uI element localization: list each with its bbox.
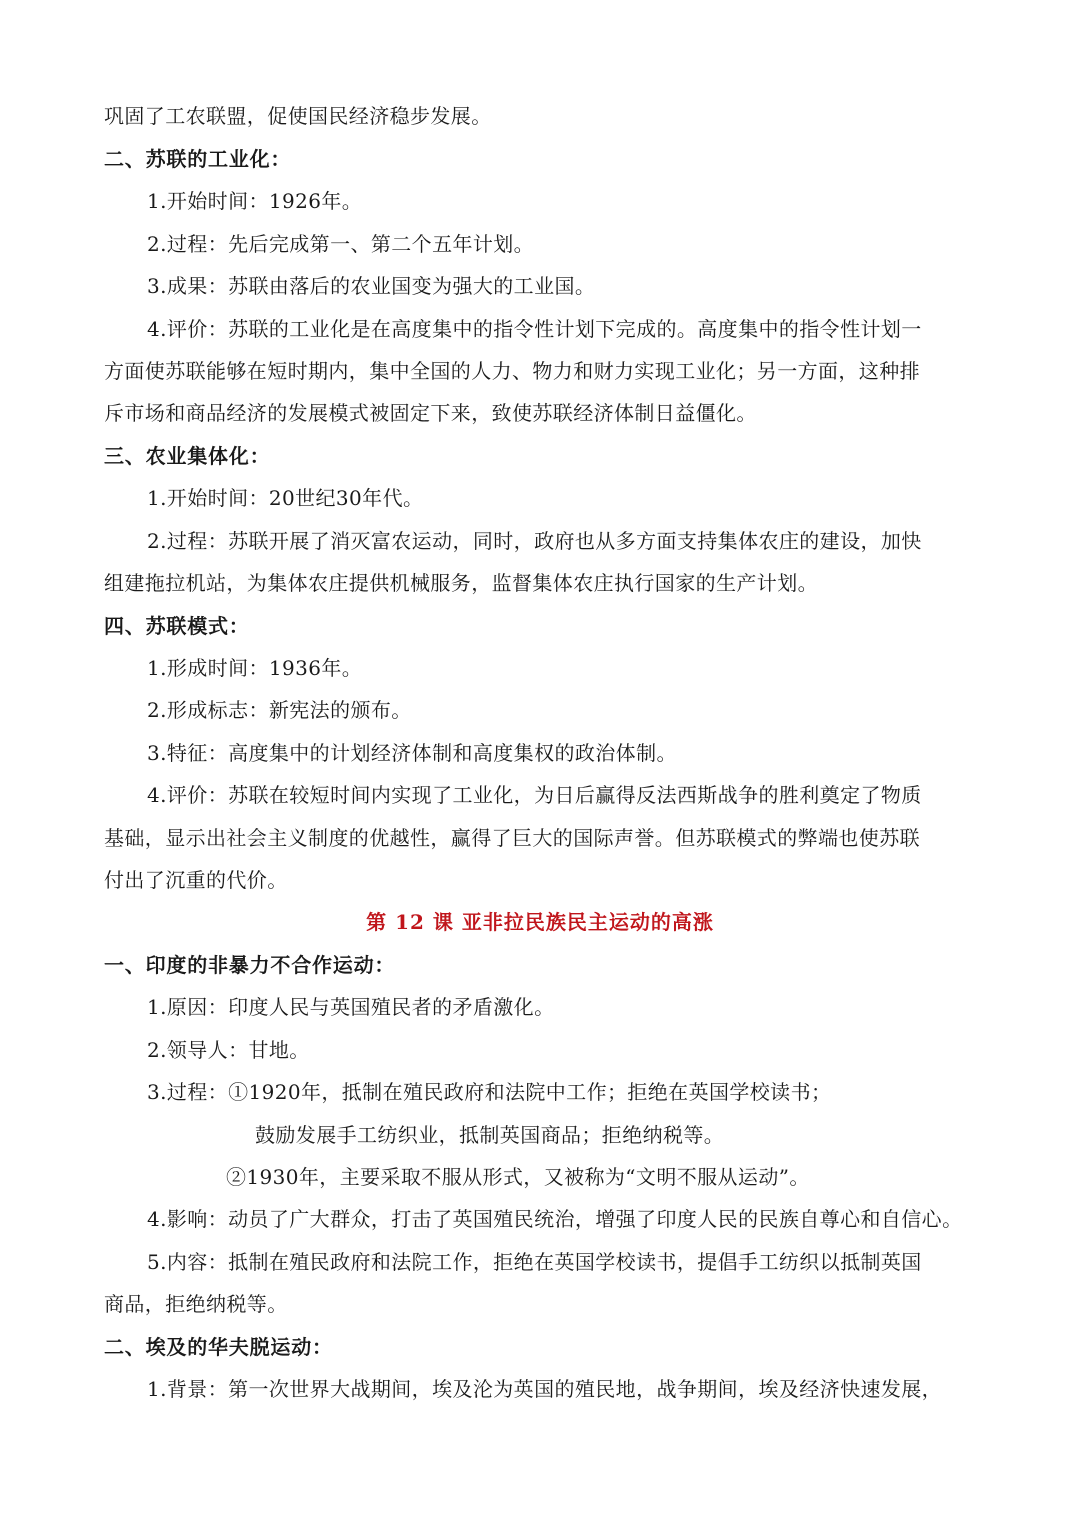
paragraph-line: 方面使苏联能够在短时期内，集中全国的人力、物力和财力实现工业化；另一方面，这种排 [104, 359, 920, 383]
paragraph-line: 基础，显示出社会主义制度的优越性，赢得了巨大的国际声誉。但苏联模式的弊端也使苏联 [104, 826, 920, 850]
paragraph-line: 2.领导人：甘地。 [147, 1038, 310, 1062]
paragraph-line: 鼓励发展手工纺织业，抵制英国商品；拒绝纳税等。 [255, 1123, 725, 1147]
paragraph-line: 4.评价：苏联在较短时间内实现了工业化，为日后赢得反法西斯战争的胜利奠定了物质 [147, 783, 922, 807]
paragraph-line: ②1930年，主要采取不服从形式，又被称为“文明不服从运动”。 [226, 1165, 810, 1189]
paragraph-line: 3.特征：高度集中的计划经济体制和高度集权的政治体制。 [147, 741, 677, 765]
section-heading-egypt: 二、埃及的华夫脱运动： [104, 1335, 333, 1359]
section-heading-india: 一、印度的非暴力不合作运动： [104, 953, 396, 977]
paragraph-line: 1.形成时间：1936年。 [147, 656, 363, 680]
paragraph-line: 2.过程：苏联开展了消灭富农运动，同时，政府也从多方面支持集体农庄的建设，加快 [147, 529, 922, 553]
paragraph-line: 2.过程：先后完成第一、第二个五年计划。 [147, 232, 535, 256]
paragraph-line: 4.影响：动员了广大群众，打击了英国殖民统治，增强了印度人民的民族自尊心和自信心。 [147, 1207, 963, 1231]
paragraph-line: 3.过程：①1920年，抵制在殖民政府和法院中工作；拒绝在英国学校读书； [147, 1080, 832, 1104]
paragraph-line: 付出了沉重的代价。 [104, 868, 288, 892]
paragraph-line: 斥市场和商品经济的发展模式被固定下来，致使苏联经济体制日益僵化。 [104, 401, 757, 425]
paragraph-line: 巩固了工农联盟，促使国民经济稳步发展。 [104, 104, 492, 128]
paragraph-line: 2.形成标志：新宪法的颁布。 [147, 698, 412, 722]
lesson-title: 第 12 课 亚非拉民族民主运动的高涨 [366, 910, 714, 934]
paragraph-line: 3.成果：苏联由落后的农业国变为强大的工业国。 [147, 274, 596, 298]
paragraph-line: 1.开始时间：20世纪30年代。 [147, 486, 424, 510]
paragraph-line: 商品，拒绝纳税等。 [104, 1292, 288, 1316]
paragraph-line: 5.内容：抵制在殖民政府和法院工作，拒绝在英国学校读书，提倡手工纺织以抵制英国 [147, 1250, 922, 1274]
paragraph-line: 4.评价：苏联的工业化是在高度集中的指令性计划下完成的。高度集中的指令性计划一 [147, 317, 922, 341]
section-heading-soviet-model: 四、苏联模式： [104, 614, 250, 638]
paragraph-line: 1.原因：印度人民与英国殖民者的矛盾激化。 [147, 995, 555, 1019]
paragraph-line: 组建拖拉机站，为集体农庄提供机械服务，监督集体农庄执行国家的生产计划。 [104, 571, 818, 595]
paragraph-line: 1.背景：第一次世界大战期间，埃及沦为英国的殖民地，战争期间，埃及经济快速发展， [147, 1377, 943, 1401]
paragraph-line: 1.开始时间：1926年。 [147, 189, 363, 213]
section-heading-industrialization: 二、苏联的工业化： [104, 147, 292, 171]
section-heading-collectivization: 三、农业集体化： [104, 444, 271, 468]
